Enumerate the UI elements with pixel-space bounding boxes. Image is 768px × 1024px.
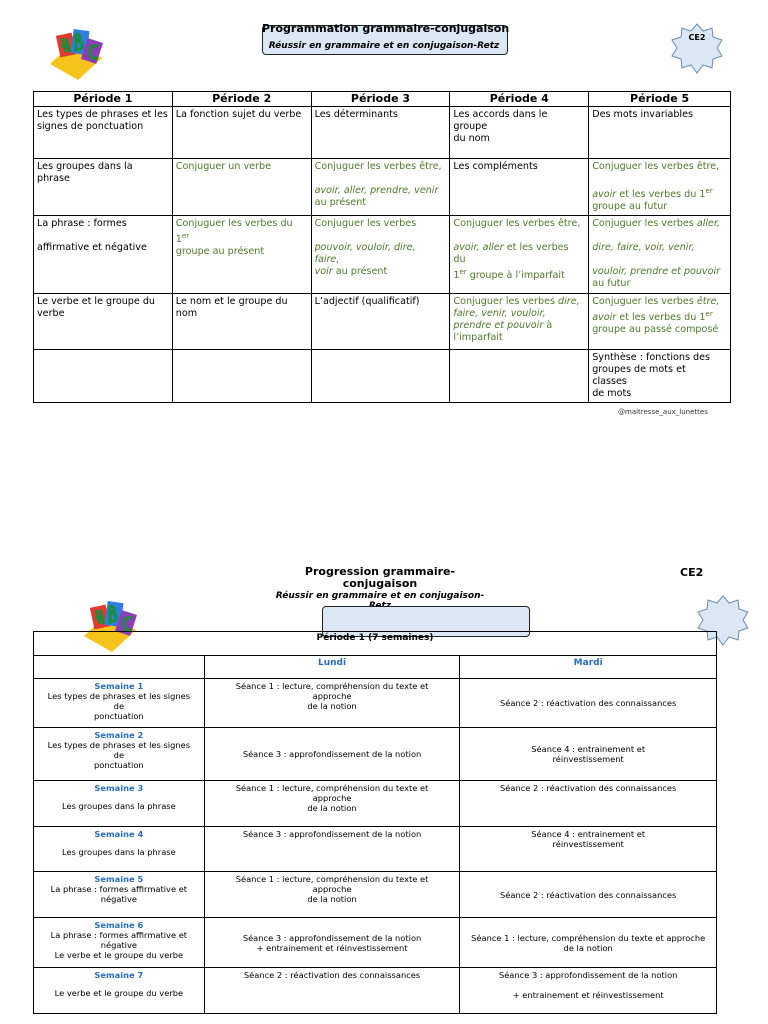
table-row [34,918,717,968]
week-topic: Les groupes dans la phrase [61,801,176,811]
week-label: Semaine 1 [94,681,144,691]
lundi-cell: Séance 3 : approfondissement de la notion [204,827,460,872]
abc-logo-icon [44,24,108,84]
lundi-cell: Séance 3 : approfondissement de la notion [204,728,460,781]
lundi-cell: Séance 1 : lecture, compréhension du texte et approche de la notion [204,781,460,827]
progression-level: CE2 [680,566,704,579]
cell-text: groupe au futur [592,201,668,213]
cell: Conjuguer un verbe [172,159,311,216]
day-header-row [34,656,717,679]
table-row [34,679,717,728]
week-topic: Les groupes dans la phrase [61,847,176,857]
programmation-table [33,91,731,403]
week-cell [34,781,205,827]
header-periode-2: Période 2 [172,92,311,107]
week-cell [34,918,205,968]
week-cell [34,827,205,872]
cell-text: Conjuguer les verbes [592,296,697,308]
cell: Les groupes dans la phrase [34,159,173,216]
cell: Le nom et le groupe du nom [172,294,311,350]
cell-text: avoir, aller [453,242,504,254]
table-row [34,872,717,918]
page-subtitle: Réussir en grammaire et en conjugaison-Retz [268,41,500,51]
header-periode-5: Période 5 [589,92,731,107]
cell-text: à l’imparfait [453,320,553,344]
cell: Le verbe et le groupe du verbe [34,294,173,350]
table-row [34,827,717,872]
cell-text: affirmative et négative [37,242,147,254]
cell-text: Conjuguer les verbes du 1 [175,218,293,246]
header-lundi: Lundi [204,656,460,679]
cell-text: et les verbes du 1 [616,312,706,324]
cell-text: groupe au passé composé [592,324,719,336]
cell-text: Conjuguer les verbes être, [592,161,720,172]
cell-text: dire, faire, voir, venir, [592,242,695,254]
progression-subtitle: Réussir en grammaire et en conjugaison- [275,591,485,601]
header-row [34,92,731,107]
week-label: Semaine 7 [94,970,144,980]
cell [172,350,311,403]
lundi-cell: Séance 2 : réactivation des connaissances [204,968,460,1014]
cell-text: pouvoir, vouloir, dire, faire, voir [314,242,416,278]
week-topic: Les types de phrases et les signes de ponctuation [47,740,191,770]
page-title: Programmation grammaire-conjugaison [262,22,510,35]
mardi-cell: Séance 4 : entrainement et réinvestissement [460,827,717,872]
mardi-cell: Séance 2 : réactivation des connaissances [460,872,717,918]
week-topic: Les types de phrases et les signes de ponctuation [47,691,191,721]
table-row [34,350,731,403]
week-topic: La phrase : formes affirmative et négative Le verbe et le groupe du verbe [50,930,188,960]
cell-text: groupe au présent [175,246,265,258]
cell: Les accords dans le groupe du nom [450,107,589,159]
cell-text: Conjuguer les verbes être, [453,218,581,230]
week-topic: La phrase : formes affirmative et négative [50,884,188,904]
cell [172,216,311,294]
week-cell [34,679,205,728]
period-row [34,632,717,656]
cell-text: groupe à l’imparfait [466,270,565,282]
header-mardi: Mardi [460,656,717,679]
cell-text: Conjuguer les verbes [592,218,697,230]
cell-text: au futur [592,278,631,290]
cell [34,350,173,403]
cell: L’adjectif (qualificatif) [311,294,450,350]
period-title: Période 1 (7 semaines) [34,632,717,656]
header-periode-1: Période 1 [34,92,173,107]
week-label: Semaine 6 [94,920,144,930]
progression-table [33,631,717,1014]
table-row [34,968,717,1014]
progression-title: Progression grammaire- conjugaison [304,565,456,590]
cell [34,216,173,294]
lundi-cell: Séance 1 : lecture, compréhension du texte et approche de la notion [204,872,460,918]
cell: Synthèse : fonctions des groupes de mots et classes de mots [589,350,731,403]
week-label: Semaine 4 [94,829,144,839]
week-cell [34,728,205,781]
table-row [34,216,731,294]
cell-text: La phrase : formes [37,218,127,230]
mardi-cell: Séance 1 : lecture, compréhension du texte et approche de la notion [460,918,717,968]
table-row [34,107,731,159]
cell-text: et les verbes du 1 [616,189,706,201]
week-label: Semaine 2 [94,730,144,740]
lundi-cell: Séance 1 : lecture, compréhension du texte et approche de la notion [204,679,460,728]
table-row [34,159,731,216]
cell [34,656,205,679]
cell-text: Conjuguer les verbes [453,296,559,308]
table-row [34,294,731,350]
cell: La fonction sujet du verbe [172,107,311,159]
badge-icon [670,22,724,76]
cell-text: Conjuguer les verbes [314,218,417,230]
level-label: CE2 [688,33,706,42]
cell [450,294,589,350]
table-row [34,728,717,781]
cell-text: et les verbes du 1 [453,242,569,282]
mardi-cell: Séance 4 : entrainement et réinvestissement [460,728,717,781]
week-label: Semaine 3 [94,783,144,793]
mardi-cell: Séance 2 : réactivation des connaissances [460,679,717,728]
cell [589,294,731,350]
week-cell [34,968,205,1014]
cell-text: er [181,232,190,241]
cell [311,350,450,403]
header-periode-4: Période 4 [450,92,589,107]
week-label: Semaine 5 [94,874,144,884]
cell [311,216,450,294]
cell [450,350,589,403]
cell-text: Conjuguer les verbes être, [314,161,442,172]
cell-text: er [705,187,713,195]
cell: Les déterminants [311,107,450,159]
mardi-cell: Séance 3 : approfondissement de la notion + entrainement et réinvestissement [460,968,717,1014]
week-cell [34,872,205,918]
header-periode-3: Période 3 [311,92,450,107]
cell-text: avoir [592,189,617,201]
cell-text: vouloir, prendre et pouvoir [592,266,721,278]
cell-text: er [459,268,467,277]
lundi-cell: Séance 3 : approfondissement de la notion + entrainement et réinvestissement [204,918,460,968]
cell: Les compléments [450,159,589,216]
cell [311,159,450,216]
mardi-cell: Séance 2 : réactivation des connaissances [460,781,717,827]
author-handle: @maitresse_aux_lunettes [618,408,708,416]
cell-text: au présent [332,266,388,278]
cell [589,216,731,294]
cell-text: er [705,310,713,319]
cell [450,216,589,294]
cell: Les types de phrases et les signes de ponctuation [34,107,173,159]
cell-text: être, avoir [592,296,720,324]
table-row [34,781,717,827]
cell-text: aller, [696,218,721,230]
cell: Des mots invariables [589,107,731,159]
week-topic: Le verbe et le groupe du verbe [54,988,184,998]
cell-text: dire, faire, venir, vouloir, prendre et pouvoir [453,296,580,332]
cell-text: avoir, aller, prendre, venir [314,185,439,196]
cell-text: au présent [314,197,367,208]
cell [589,159,731,216]
